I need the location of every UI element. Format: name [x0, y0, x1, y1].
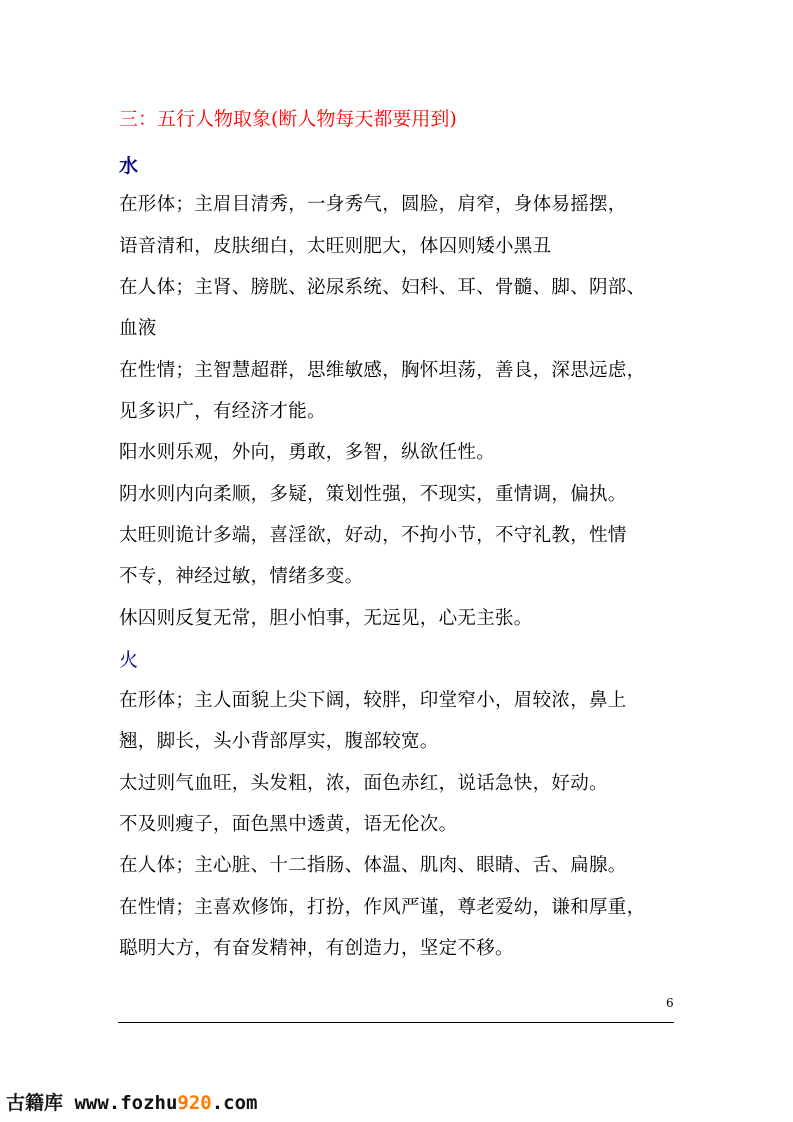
water-line: 语音清和，皮肤细白，太旺则肥大，体囚则矮小黑丑 [119, 236, 552, 257]
water-line: 休囚则反复无常，胆小怕事，无远见，心无主张。 [119, 608, 533, 629]
water-line: 太旺则诡计多端，喜淫欲，好动，不拘小节，不守礼教，性情 [119, 525, 627, 546]
fire-line: 在人体；主心脏、十二指肠、体温、肌肉、眼睛、舌、扁腺。 [119, 855, 627, 876]
fire-title: 火 [119, 649, 139, 671]
site-watermark [6, 1088, 258, 1115]
fire-line: 在性情；主喜欢修饰，打扮，作风严谨，尊老爱幼，谦和厚重， [119, 897, 646, 918]
footer-rule [118, 1022, 674, 1023]
fire-line: 在形体；主人面貌上尖下阔，较胖，印堂窄小，眉较浓，鼻上 [119, 690, 627, 711]
watermark-url-prefix: www.fozhu [63, 1092, 178, 1114]
section-heading: 三：五行人物取象(断人物每天都要用到) [119, 108, 457, 130]
water-line: 在人体；主肾、膀胱、泌尿系统、妇科、耳、骨髓、脚、阴部、 [119, 277, 646, 298]
water-line: 血液 [119, 318, 157, 339]
water-line: 阴水则内向柔顺，多疑，策划性强，不现实，重情调，偏执。 [119, 484, 627, 505]
fire-line: 太过则气血旺，头发粗，浓，面色赤红，说话急快，好动。 [119, 773, 608, 794]
water-title: 水 [119, 155, 139, 177]
water-line: 在性情；主智慧超群，思维敏感，胸怀坦荡，善良，深思远虑， [119, 360, 646, 381]
water-line: 不专，神经过敏，情绪多变。 [119, 566, 364, 587]
fire-line: 聪明大方，有奋发精神，有创造力，坚定不移。 [119, 938, 514, 959]
water-line: 阳水则乐观，外向，勇敢，多智，纵欲任性。 [119, 442, 496, 463]
watermark-name: 古籍库 [6, 1092, 64, 1114]
watermark-url-highlight: 920 [177, 1092, 212, 1114]
watermark-url-suffix: .com [211, 1092, 258, 1114]
water-line: 见多识广，有经济才能。 [119, 401, 326, 422]
fire-line: 翘，脚长，头小背部厚实，腹部较宽。 [119, 731, 439, 752]
water-line: 在形体；主眉目清秀，一身秀气，圆脸，肩窄，身体易摇摆， [119, 194, 627, 215]
page-number: 6 [666, 996, 674, 1010]
fire-line: 不及则瘦子，面色黑中透黄，语无伦次。 [119, 814, 458, 835]
